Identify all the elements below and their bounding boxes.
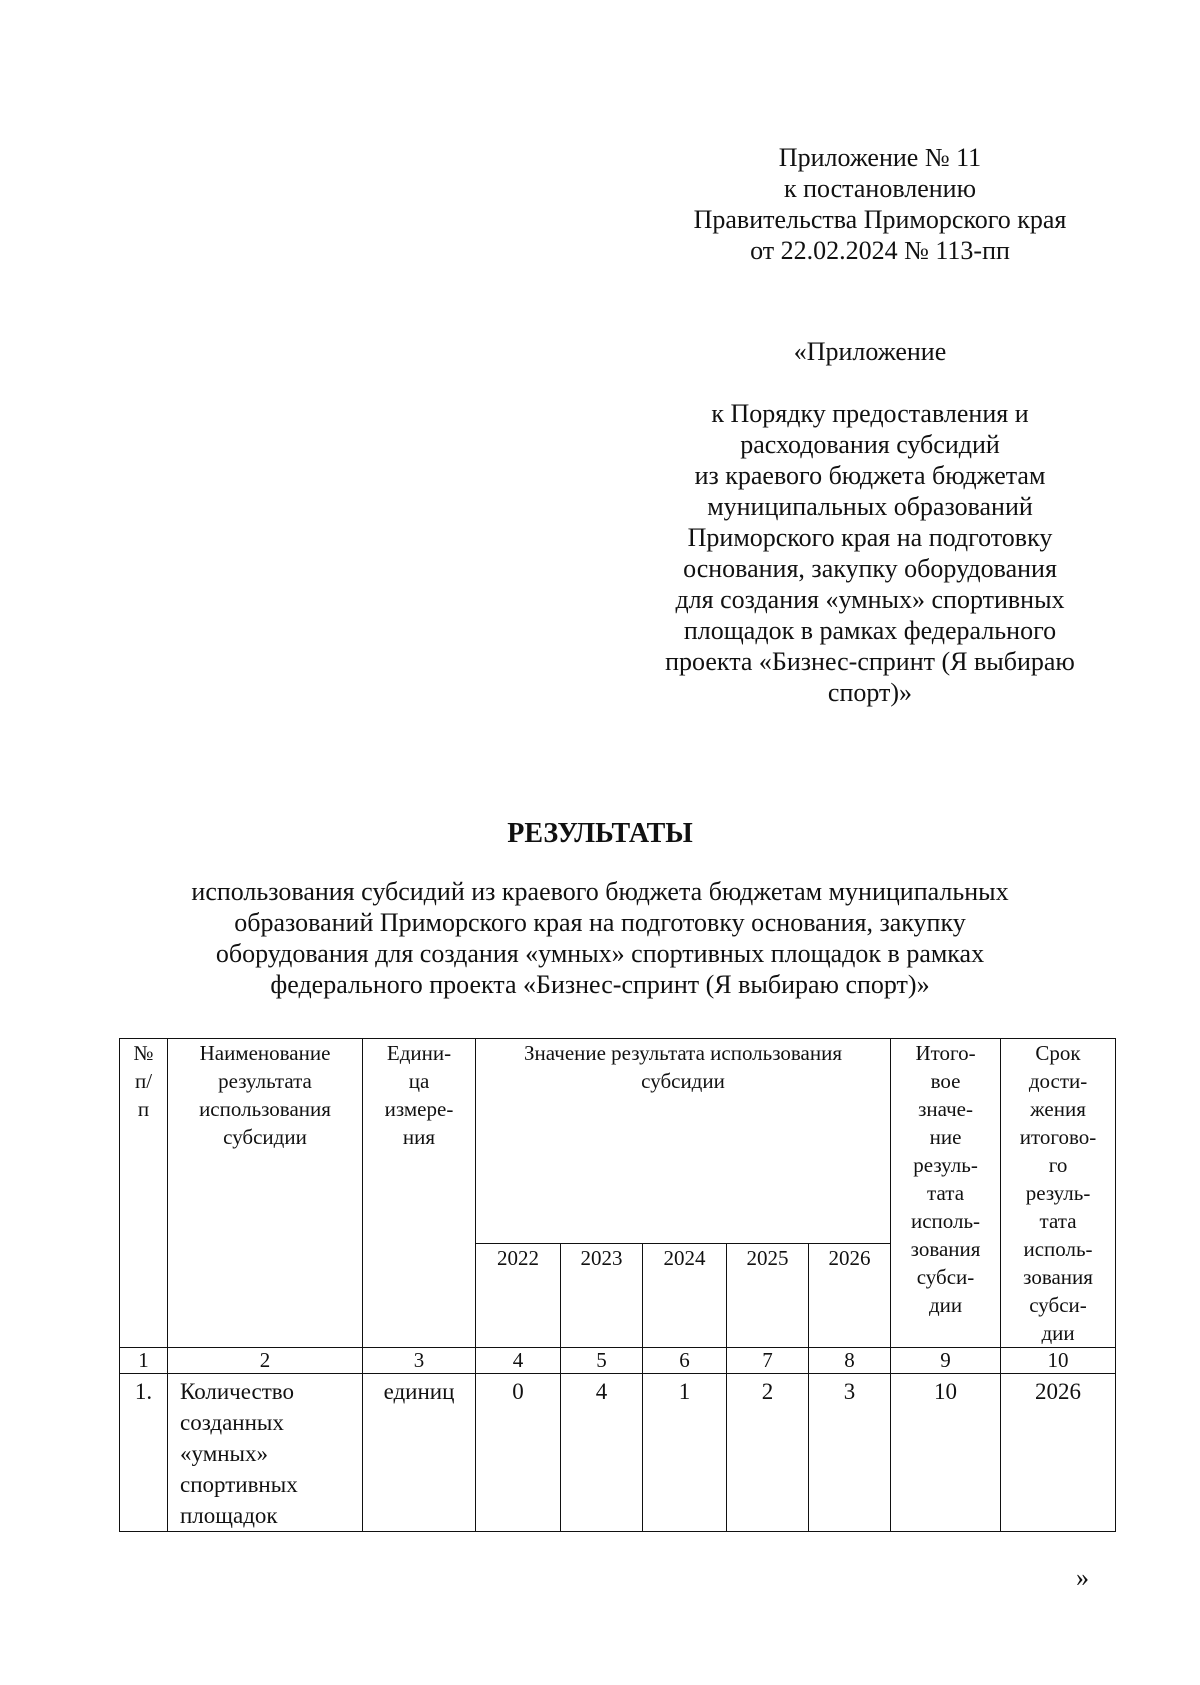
column-number: 7 (727, 1348, 809, 1374)
row-value-2023: 4 (561, 1374, 643, 1532)
subtitle-line: оборудования для создания «умных» спортивных площадок в рамках (215, 939, 985, 968)
prior-appendix-line: проекта «Бизнес-спринт (Я выбираю (665, 647, 1075, 676)
row-unit: единиц (363, 1374, 476, 1532)
document-title: РЕЗУЛЬТАТЫ (507, 818, 693, 849)
header-text: Наименование (199, 1041, 331, 1065)
prior-appendix-line: расходования субсидий (740, 430, 1000, 459)
header-text: субсидии (641, 1069, 725, 1093)
header-text: зования (1023, 1265, 1093, 1289)
header-year-2023: 2023 (561, 1243, 643, 1347)
row-value-2025: 2 (727, 1374, 809, 1532)
appendix-line: к постановлению (783, 174, 977, 203)
prior-appendix-line: из краевого бюджета бюджетам (694, 461, 1046, 490)
header-text: дии (928, 1293, 963, 1317)
appendix-line: Приложение № 11 (778, 143, 982, 172)
header-year-2022: 2022 (476, 1243, 561, 1347)
column-number: 5 (561, 1348, 643, 1374)
column-number: 10 (1001, 1348, 1116, 1374)
header-text: п/ (134, 1069, 153, 1093)
header-text: дии (1041, 1321, 1075, 1345)
prior-appendix-head: «Приложение (793, 337, 947, 366)
header-text: жения (1030, 1097, 1086, 1121)
header-text: резуль- (913, 1153, 978, 1177)
column-number: 3 (363, 1348, 476, 1374)
header-text: субси- (1029, 1293, 1087, 1317)
row-name-line: «умных» (180, 1441, 269, 1466)
header-name (168, 1039, 363, 1348)
header-deadline (1001, 1039, 1116, 1348)
header-text: резуль- (1025, 1181, 1091, 1205)
subtitle-line: использования субсидий из краевого бюджета бюджетам муниципальных (191, 877, 1009, 906)
column-number: 9 (891, 1348, 1001, 1374)
header-num (120, 1039, 168, 1348)
row-value-2024: 1 (643, 1374, 727, 1532)
header-text: зования (910, 1237, 981, 1261)
header-text: субси- (916, 1265, 975, 1289)
header-text: вое (930, 1069, 961, 1093)
row-total: 10 (891, 1374, 1001, 1532)
header-value-group (476, 1039, 891, 1244)
header-text: Срок (1035, 1041, 1081, 1065)
document-subtitle (60, 876, 1140, 1000)
header-text: п (137, 1097, 150, 1121)
header-text: дости- (1028, 1069, 1088, 1093)
header-text: итогово- (1019, 1125, 1097, 1149)
row-name (168, 1374, 363, 1532)
prior-appendix-line: к Порядку предоставления и (711, 399, 1029, 428)
prior-appendix-header (630, 336, 1110, 708)
prior-appendix-line: Приморского края на подготовку (687, 523, 1053, 552)
row-name-line: площадок (180, 1503, 278, 1528)
column-number: 1 (120, 1348, 168, 1374)
row-name-line: Количество (180, 1379, 294, 1404)
prior-appendix-line: спорт)» (827, 678, 913, 707)
header-text: исполь- (910, 1209, 981, 1233)
row-value-2026: 3 (809, 1374, 891, 1532)
header-text: субсидии (223, 1125, 307, 1149)
header-text: Значение результата использования (524, 1041, 843, 1065)
closing-quote: » (1076, 1563, 1089, 1592)
header-year-2025: 2025 (727, 1243, 809, 1347)
header-unit (363, 1039, 476, 1348)
row-value-2022: 0 (476, 1374, 561, 1532)
header-text: ния (402, 1125, 436, 1149)
prior-appendix-line: для создания «умных» спортивных (675, 585, 1065, 614)
column-number: 2 (168, 1348, 363, 1374)
header-text: ца (408, 1069, 430, 1093)
header-text: го (1048, 1153, 1068, 1177)
column-numbers-row (120, 1348, 1116, 1374)
row-name-line: спортивных (180, 1472, 298, 1497)
column-number: 4 (476, 1348, 561, 1374)
subtitle-line: федерального проекта «Бизнес-спринт (Я выбираю спорт)» (270, 970, 930, 999)
header-total (891, 1039, 1001, 1348)
header-text: тата (1039, 1209, 1077, 1233)
header-text: тата (927, 1181, 965, 1205)
header-year-2026: 2026 (809, 1243, 891, 1347)
header-text: значе- (918, 1097, 973, 1121)
header-text: ние (929, 1125, 962, 1149)
header-text: результата (218, 1069, 312, 1093)
appendix-line: от 22.02.2024 № 113-пп (750, 236, 1010, 265)
header-text: использования (199, 1097, 331, 1121)
prior-appendix-line: площадок в рамках федерального (683, 616, 1057, 645)
header-text: измере- (384, 1097, 454, 1121)
header-text: № (133, 1041, 154, 1065)
column-number: 6 (643, 1348, 727, 1374)
row-name-line: созданных (180, 1410, 284, 1435)
header-row (120, 1039, 1116, 1244)
appendix-line: Правительства Приморского края (693, 205, 1067, 234)
header-text: Итого- (915, 1041, 976, 1065)
header-text: исполь- (1023, 1237, 1093, 1261)
prior-appendix-line: основания, закупку оборудования (683, 554, 1057, 583)
row-deadline: 2026 (1001, 1374, 1116, 1532)
table-row (120, 1374, 1116, 1532)
prior-appendix-line: муниципальных образований (707, 492, 1033, 521)
subtitle-line: образований Приморского края на подготовку основания, закупку (234, 908, 966, 937)
appendix-header (640, 142, 1120, 266)
row-num: 1. (120, 1374, 168, 1532)
column-number: 8 (809, 1348, 891, 1374)
header-text: Едини- (386, 1041, 452, 1065)
results-table (119, 1038, 1116, 1532)
header-year-2024: 2024 (643, 1243, 727, 1347)
